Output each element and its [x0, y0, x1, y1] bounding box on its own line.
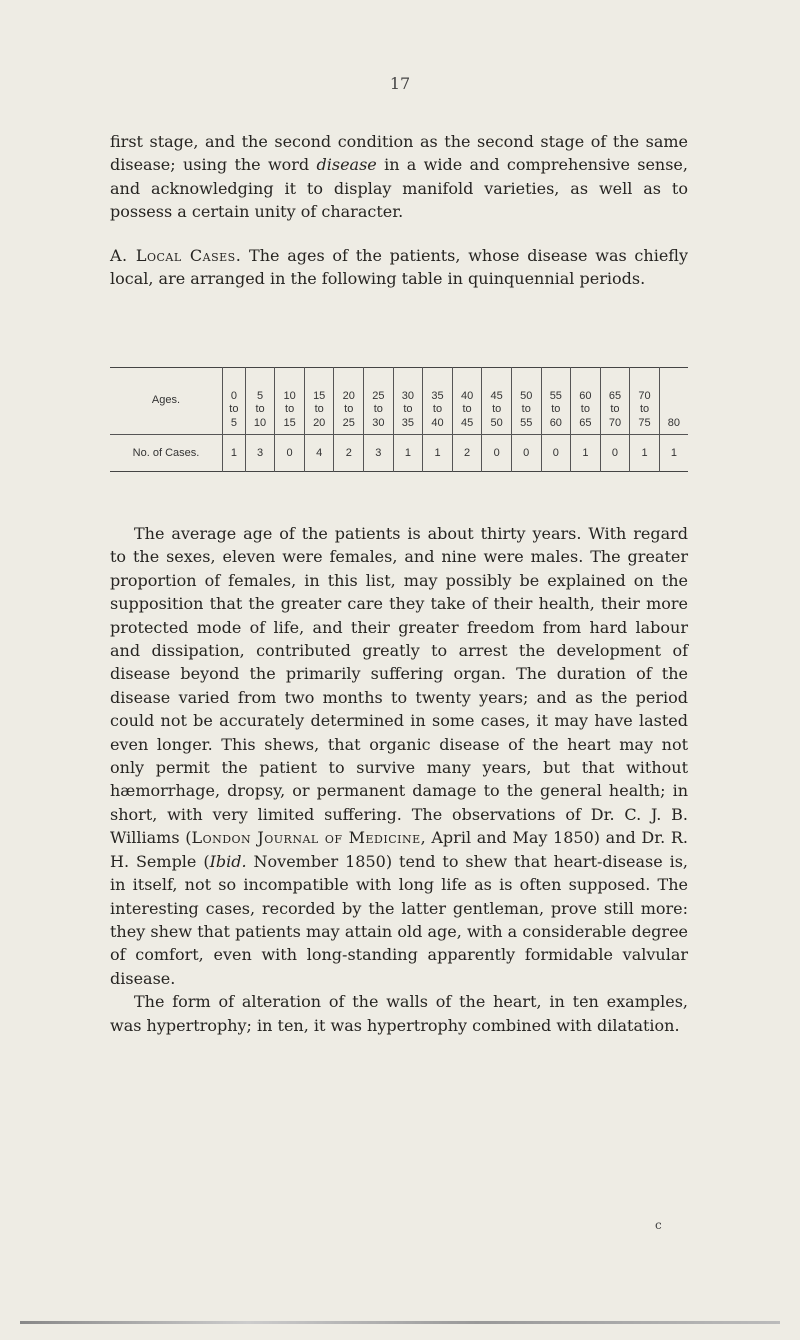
age-period-part: 30 [401, 389, 415, 402]
age-period-part: to [344, 403, 354, 415]
age-period-part: 30 [372, 416, 385, 429]
page-edge [20, 1321, 780, 1324]
ages-row-header: Ages. [151, 394, 181, 407]
age-period-part: to [432, 403, 443, 415]
page-number: 17 [389, 74, 411, 93]
age-period-7 [423, 368, 453, 435]
age-period-1 [245, 368, 275, 435]
age-period-part: to [255, 403, 265, 415]
intro-italic-word: disease [316, 155, 377, 175]
age-period-part: 45 [490, 389, 503, 402]
age-period-part: 60 [579, 389, 592, 402]
age-period-part: 5 [256, 389, 264, 402]
cases-row-header: No. of Cases. [132, 447, 200, 459]
signature-mark: c [655, 1218, 662, 1232]
age-period-part: 35 [431, 389, 444, 402]
age-period-11 [541, 368, 571, 435]
age-period-part: 15 [283, 416, 296, 429]
section-label: A. Local Cases. [110, 246, 242, 265]
case-count-4: 2 [334, 435, 364, 472]
age-period-part: to [521, 403, 531, 415]
case-count-15: 1 [659, 435, 688, 472]
age-period-0 [223, 368, 246, 435]
case-count-5: 3 [364, 435, 394, 472]
age-period-part: 25 [342, 416, 355, 429]
body-p1-b: , April and May 1850) and Dr. R. H. Semple ( [110, 828, 688, 871]
age-period-part: 65 [608, 389, 622, 402]
age-period-part: 15 [313, 389, 326, 402]
age-period-part: 50 [490, 416, 503, 429]
age-period-4 [334, 368, 364, 435]
age-period-part: 45 [460, 416, 474, 429]
section-text: The ages of the patients, whose disease was chiefly local, are arranged in the following table in quinquennial periods. [110, 246, 688, 289]
body-p1-a: The average age of the patients is about thirty years. With regard to the sexes, eleven were females, and nine were males. The greater proportion of females, in this list, may possibly be explained on the supposition that the greater care they take of their health, their more protected mode of life, and their greater freedom from hard labour and dissipation, contributed greatly to arrest the development of disease beyond the primarily suffering organ. The duration of the disease varied from two months to twenty years; and as the period could not be accurately determined in some cases, it may have lasted even longer. This shews, that organic disease of the heart may not only permit the patient to survive many years, but that without hæmorrhage, dropsy, or permanent damage to the general health; in short, with very limited suffering. The observations of Dr. C. J. B. Williams ( [110, 524, 688, 848]
age-period-part: 55 [520, 416, 533, 429]
ages-header-row [110, 368, 688, 435]
age-period-part: to [229, 403, 239, 415]
case-count-13: 0 [600, 435, 630, 472]
age-period-part: to [639, 403, 650, 415]
age-period-2 [275, 368, 305, 435]
age-period-part: 25 [372, 389, 385, 402]
age-period-part: 40 [460, 389, 474, 402]
age-period-part: to [580, 403, 590, 415]
age-period-part: to [373, 403, 383, 415]
age-period-part: 20 [313, 416, 326, 429]
case-count-1: 3 [245, 435, 275, 472]
age-period-part: 60 [549, 416, 562, 429]
age-period-part: 10 [253, 416, 267, 429]
age-period-part: to [285, 403, 295, 415]
case-count-0: 1 [223, 435, 246, 472]
ibid-reference: Ibid. [209, 851, 247, 871]
local-cases-section [110, 244, 688, 291]
age-period-last: 80 [659, 368, 688, 435]
age-period-part: 65 [579, 416, 592, 429]
age-period-part: to [610, 403, 620, 415]
intro-paragraph [110, 130, 688, 224]
case-count-12: 1 [571, 435, 601, 472]
cases-row [110, 435, 688, 472]
age-period-part: 75 [638, 416, 651, 429]
age-period-part: to [551, 403, 561, 415]
age-period-10 [511, 368, 541, 435]
case-count-6: 1 [393, 435, 423, 472]
age-period-part: to [462, 403, 472, 415]
case-count-2: 0 [275, 435, 305, 472]
case-count-9: 0 [482, 435, 512, 472]
case-count-8: 2 [452, 435, 482, 472]
case-count-14: 1 [630, 435, 660, 472]
age-period-3 [304, 368, 334, 435]
case-count-3: 4 [304, 435, 334, 472]
age-period-part: 5 [230, 416, 237, 429]
age-period-part: 40 [431, 416, 444, 429]
journal-title: London Journal of Medicine [191, 828, 421, 848]
age-period-5 [364, 368, 394, 435]
body-p2: The form of alteration of the walls of the heart, in ten examples, was hypertrophy; in ten, it was hypertrophy combined with dilatation. [110, 992, 688, 1035]
age-period-part: 55 [549, 389, 562, 402]
age-period-14 [630, 368, 660, 435]
ages-table [110, 367, 688, 472]
case-count-10: 0 [511, 435, 541, 472]
case-count-7: 1 [423, 435, 453, 472]
age-period-6 [393, 368, 423, 435]
age-period-part: 0 [230, 389, 237, 402]
age-period-part: 50 [520, 389, 533, 402]
case-count-11: 0 [541, 435, 571, 472]
age-period-part: to [314, 403, 324, 415]
age-period-9 [482, 368, 512, 435]
body-text [110, 522, 688, 1037]
age-period-13 [600, 368, 630, 435]
intro-text: first stage, and the second condition as the second stage of the same disease; using the word [110, 132, 688, 175]
age-period-part: 35 [401, 416, 415, 429]
age-period-part: to [492, 403, 502, 415]
age-period-part: 20 [342, 389, 355, 402]
intro-text-continued: in a wide and comprehensive sense, and acknowledging it to display manifold varieties, as well as to possess a certain unity of character. [110, 155, 688, 222]
body-p1-c: November 1850) tend to shew that heart-disease is, in itself, not so incompatible with long life as is often supposed. The interesting cases, recorded by the latter gentleman, prove still more: they shew that patients may attain old age, with a considerable degree of comfort, even with long-standing apparently formidable valvular disease. [110, 851, 689, 988]
age-period-12 [571, 368, 601, 435]
age-period-part: 70 [638, 389, 651, 402]
age-period-part: 10 [283, 389, 296, 402]
age-period-part: 70 [608, 416, 622, 429]
age-period-part: to [403, 403, 413, 415]
age-period-8 [452, 368, 482, 435]
